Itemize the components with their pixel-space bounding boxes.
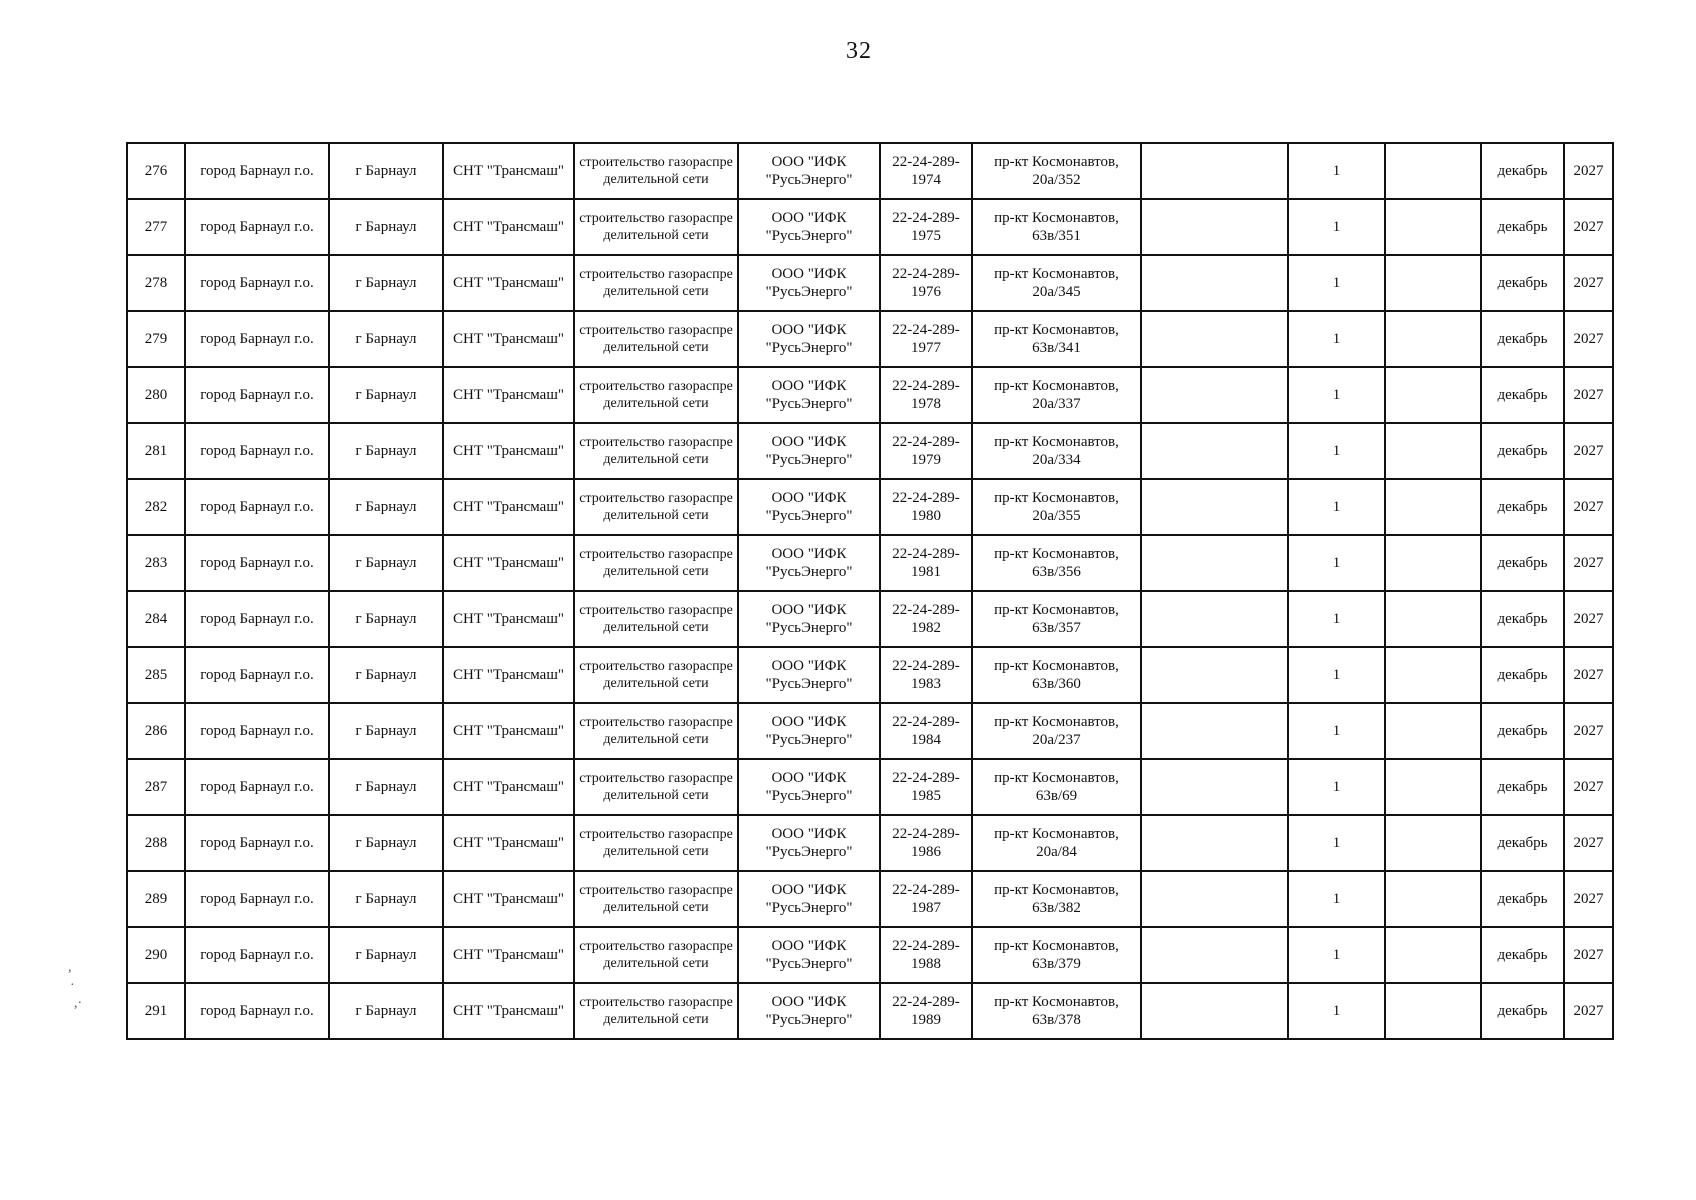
empty-cell: [1141, 647, 1288, 703]
page-number: 32: [846, 38, 872, 64]
quantity-cell: 1: [1288, 983, 1385, 1039]
empty-cell: [1385, 535, 1481, 591]
contractor-cell: ООО "ИФК "РусьЭнерго": [738, 927, 880, 983]
table-row: [127, 927, 1613, 983]
quantity-cell: 1: [1288, 479, 1385, 535]
empty-cell: [1141, 983, 1288, 1039]
row-number-cell: 284: [127, 591, 185, 647]
margin-marks: , · ,·: [68, 960, 83, 1011]
city-cell: г Барнаул: [329, 591, 443, 647]
row-number-cell: 287: [127, 759, 185, 815]
municipality-cell: город Барнаул г.о.: [185, 367, 329, 423]
contract-number-cell: 22-24-289-1975: [880, 199, 972, 255]
city-cell: г Барнаул: [329, 983, 443, 1039]
month-cell: декабрь: [1481, 479, 1564, 535]
address-cell: пр-кт Космонавтов, 63в/356: [972, 535, 1141, 591]
address-cell: пр-кт Космонавтов, 20а/355: [972, 479, 1141, 535]
municipality-cell: город Барнаул г.о.: [185, 927, 329, 983]
municipality-cell: город Барнаул г.о.: [185, 647, 329, 703]
address-cell: пр-кт Космонавтов, 63в/351: [972, 199, 1141, 255]
contract-number-cell: 22-24-289-1982: [880, 591, 972, 647]
month-cell: декабрь: [1481, 143, 1564, 199]
month-cell: декабрь: [1481, 815, 1564, 871]
year-cell: 2027: [1564, 311, 1613, 367]
empty-cell: [1141, 255, 1288, 311]
snt-cell: СНТ "Трансмаш": [443, 927, 574, 983]
snt-cell: СНТ "Трансмаш": [443, 871, 574, 927]
quantity-cell: 1: [1288, 311, 1385, 367]
contract-number-cell: 22-24-289-1979: [880, 423, 972, 479]
contract-number-cell: 22-24-289-1987: [880, 871, 972, 927]
quantity-cell: 1: [1288, 199, 1385, 255]
address-cell: пр-кт Космонавтов, 63в/69: [972, 759, 1141, 815]
contract-number-cell: 22-24-289-1985: [880, 759, 972, 815]
contractor-cell: ООО "ИФК "РусьЭнерго": [738, 815, 880, 871]
contract-number-cell: 22-24-289-1974: [880, 143, 972, 199]
empty-cell: [1385, 423, 1481, 479]
row-number-cell: 276: [127, 143, 185, 199]
empty-cell: [1141, 871, 1288, 927]
row-number-cell: 278: [127, 255, 185, 311]
row-number-cell: 290: [127, 927, 185, 983]
contractor-cell: ООО "ИФК "РусьЭнерго": [738, 703, 880, 759]
contractor-cell: ООО "ИФК "РусьЭнерго": [738, 759, 880, 815]
empty-cell: [1141, 759, 1288, 815]
work-type-cell: строительство газораспределительной сети: [574, 647, 738, 703]
quantity-cell: 1: [1288, 647, 1385, 703]
empty-cell: [1385, 815, 1481, 871]
city-cell: г Барнаул: [329, 703, 443, 759]
contract-number-cell: 22-24-289-1976: [880, 255, 972, 311]
quantity-cell: 1: [1288, 759, 1385, 815]
year-cell: 2027: [1564, 535, 1613, 591]
contract-number-cell: 22-24-289-1981: [880, 535, 972, 591]
quantity-cell: 1: [1288, 927, 1385, 983]
row-number-cell: 279: [127, 311, 185, 367]
month-cell: декабрь: [1481, 199, 1564, 255]
row-number-cell: 286: [127, 703, 185, 759]
empty-cell: [1385, 871, 1481, 927]
year-cell: 2027: [1564, 479, 1613, 535]
snt-cell: СНТ "Трансмаш": [443, 199, 574, 255]
snt-cell: СНТ "Трансмаш": [443, 255, 574, 311]
row-number-cell: 291: [127, 983, 185, 1039]
work-type-cell: строительство газораспределительной сети: [574, 423, 738, 479]
year-cell: 2027: [1564, 647, 1613, 703]
address-cell: пр-кт Космонавтов, 63в/360: [972, 647, 1141, 703]
snt-cell: СНТ "Трансмаш": [443, 815, 574, 871]
month-cell: декабрь: [1481, 871, 1564, 927]
work-type-cell: строительство газораспределительной сети: [574, 143, 738, 199]
work-type-cell: строительство газораспределительной сети: [574, 591, 738, 647]
contractor-cell: ООО "ИФК "РусьЭнерго": [738, 647, 880, 703]
month-cell: декабрь: [1481, 647, 1564, 703]
quantity-cell: 1: [1288, 815, 1385, 871]
address-cell: пр-кт Космонавтов, 63в/357: [972, 591, 1141, 647]
year-cell: 2027: [1564, 591, 1613, 647]
snt-cell: СНТ "Трансмаш": [443, 479, 574, 535]
month-cell: декабрь: [1481, 255, 1564, 311]
quantity-cell: 1: [1288, 871, 1385, 927]
contract-number-cell: 22-24-289-1989: [880, 983, 972, 1039]
empty-cell: [1385, 983, 1481, 1039]
contract-number-cell: 22-24-289-1983: [880, 647, 972, 703]
month-cell: декабрь: [1481, 983, 1564, 1039]
contractor-cell: ООО "ИФК "РусьЭнерго": [738, 367, 880, 423]
quantity-cell: 1: [1288, 255, 1385, 311]
city-cell: г Барнаул: [329, 479, 443, 535]
table-row: [127, 535, 1613, 591]
address-cell: пр-кт Космонавтов, 20а/345: [972, 255, 1141, 311]
municipality-cell: город Барнаул г.о.: [185, 871, 329, 927]
city-cell: г Барнаул: [329, 815, 443, 871]
month-cell: декабрь: [1481, 311, 1564, 367]
table-row: [127, 647, 1613, 703]
municipality-cell: город Барнаул г.о.: [185, 759, 329, 815]
month-cell: декабрь: [1481, 759, 1564, 815]
month-cell: декабрь: [1481, 591, 1564, 647]
address-cell: пр-кт Космонавтов, 20а/237: [972, 703, 1141, 759]
empty-cell: [1141, 815, 1288, 871]
snt-cell: СНТ "Трансмаш": [443, 367, 574, 423]
municipality-cell: город Барнаул г.о.: [185, 255, 329, 311]
contract-number-cell: 22-24-289-1977: [880, 311, 972, 367]
city-cell: г Барнаул: [329, 927, 443, 983]
empty-cell: [1385, 759, 1481, 815]
empty-cell: [1141, 423, 1288, 479]
city-cell: г Барнаул: [329, 759, 443, 815]
row-number-cell: 288: [127, 815, 185, 871]
work-type-cell: строительство газораспределительной сети: [574, 535, 738, 591]
address-cell: пр-кт Космонавтов, 63в/382: [972, 871, 1141, 927]
municipality-cell: город Барнаул г.о.: [185, 311, 329, 367]
municipality-cell: город Барнаул г.о.: [185, 983, 329, 1039]
empty-cell: [1385, 199, 1481, 255]
quantity-cell: 1: [1288, 591, 1385, 647]
year-cell: 2027: [1564, 423, 1613, 479]
year-cell: 2027: [1564, 871, 1613, 927]
snt-cell: СНТ "Трансмаш": [443, 423, 574, 479]
city-cell: г Барнаул: [329, 535, 443, 591]
snt-cell: СНТ "Трансмаш": [443, 703, 574, 759]
contractor-cell: ООО "ИФК "РусьЭнерго": [738, 983, 880, 1039]
row-number-cell: 282: [127, 479, 185, 535]
contractor-cell: ООО "ИФК "РусьЭнерго": [738, 423, 880, 479]
city-cell: г Барнаул: [329, 647, 443, 703]
gasification-table: [126, 142, 1614, 1040]
year-cell: 2027: [1564, 983, 1613, 1039]
snt-cell: СНТ "Трансмаш": [443, 759, 574, 815]
table-row: [127, 311, 1613, 367]
contract-number-cell: 22-24-289-1980: [880, 479, 972, 535]
contractor-cell: ООО "ИФК "РусьЭнерго": [738, 591, 880, 647]
table-row: [127, 703, 1613, 759]
city-cell: г Барнаул: [329, 367, 443, 423]
municipality-cell: город Барнаул г.о.: [185, 703, 329, 759]
city-cell: г Барнаул: [329, 143, 443, 199]
table-row: [127, 479, 1613, 535]
contractor-cell: ООО "ИФК "РусьЭнерго": [738, 311, 880, 367]
empty-cell: [1385, 255, 1481, 311]
contract-number-cell: 22-24-289-1986: [880, 815, 972, 871]
snt-cell: СНТ "Трансмаш": [443, 983, 574, 1039]
table-row: [127, 983, 1613, 1039]
quantity-cell: 1: [1288, 367, 1385, 423]
municipality-cell: город Барнаул г.о.: [185, 479, 329, 535]
empty-cell: [1385, 143, 1481, 199]
table-row: [127, 815, 1613, 871]
table-row: [127, 759, 1613, 815]
empty-cell: [1141, 199, 1288, 255]
month-cell: декабрь: [1481, 423, 1564, 479]
year-cell: 2027: [1564, 759, 1613, 815]
work-type-cell: строительство газораспределительной сети: [574, 815, 738, 871]
table-row: [127, 199, 1613, 255]
table-body: [127, 143, 1613, 1039]
empty-cell: [1141, 591, 1288, 647]
empty-cell: [1385, 479, 1481, 535]
contract-number-cell: 22-24-289-1984: [880, 703, 972, 759]
city-cell: г Барнаул: [329, 311, 443, 367]
address-cell: пр-кт Космонавтов, 20а/334: [972, 423, 1141, 479]
table-row: [127, 143, 1613, 199]
municipality-cell: город Барнаул г.о.: [185, 815, 329, 871]
snt-cell: СНТ "Трансмаш": [443, 535, 574, 591]
month-cell: декабрь: [1481, 703, 1564, 759]
contractor-cell: ООО "ИФК "РусьЭнерго": [738, 535, 880, 591]
month-cell: декабрь: [1481, 927, 1564, 983]
year-cell: 2027: [1564, 703, 1613, 759]
work-type-cell: строительство газораспределительной сети: [574, 199, 738, 255]
quantity-cell: 1: [1288, 423, 1385, 479]
work-type-cell: строительство газораспределительной сети: [574, 983, 738, 1039]
contractor-cell: ООО "ИФК "РусьЭнерго": [738, 255, 880, 311]
empty-cell: [1385, 647, 1481, 703]
empty-cell: [1141, 535, 1288, 591]
empty-cell: [1141, 479, 1288, 535]
row-number-cell: 289: [127, 871, 185, 927]
empty-cell: [1141, 311, 1288, 367]
empty-cell: [1385, 311, 1481, 367]
municipality-cell: город Барнаул г.о.: [185, 591, 329, 647]
address-cell: пр-кт Космонавтов, 20а/84: [972, 815, 1141, 871]
empty-cell: [1141, 367, 1288, 423]
month-cell: декабрь: [1481, 367, 1564, 423]
empty-cell: [1385, 591, 1481, 647]
table-row: [127, 423, 1613, 479]
year-cell: 2027: [1564, 199, 1613, 255]
work-type-cell: строительство газораспределительной сети: [574, 759, 738, 815]
city-cell: г Барнаул: [329, 199, 443, 255]
municipality-cell: город Барнаул г.о.: [185, 199, 329, 255]
snt-cell: СНТ "Трансмаш": [443, 311, 574, 367]
address-cell: пр-кт Космонавтов, 63в/379: [972, 927, 1141, 983]
municipality-cell: город Барнаул г.о.: [185, 535, 329, 591]
empty-cell: [1141, 143, 1288, 199]
empty-cell: [1385, 703, 1481, 759]
work-type-cell: строительство газораспределительной сети: [574, 255, 738, 311]
quantity-cell: 1: [1288, 703, 1385, 759]
address-cell: пр-кт Космонавтов, 63в/341: [972, 311, 1141, 367]
contract-number-cell: 22-24-289-1988: [880, 927, 972, 983]
snt-cell: СНТ "Трансмаш": [443, 143, 574, 199]
city-cell: г Барнаул: [329, 255, 443, 311]
empty-cell: [1385, 367, 1481, 423]
address-cell: пр-кт Космонавтов, 63в/378: [972, 983, 1141, 1039]
work-type-cell: строительство газораспределительной сети: [574, 311, 738, 367]
empty-cell: [1141, 703, 1288, 759]
city-cell: г Барнаул: [329, 423, 443, 479]
snt-cell: СНТ "Трансмаш": [443, 647, 574, 703]
quantity-cell: 1: [1288, 143, 1385, 199]
work-type-cell: строительство газораспределительной сети: [574, 871, 738, 927]
contract-number-cell: 22-24-289-1978: [880, 367, 972, 423]
municipality-cell: город Барнаул г.о.: [185, 423, 329, 479]
empty-cell: [1141, 927, 1288, 983]
row-number-cell: 285: [127, 647, 185, 703]
table-row: [127, 367, 1613, 423]
work-type-cell: строительство газораспределительной сети: [574, 703, 738, 759]
work-type-cell: строительство газораспределительной сети: [574, 367, 738, 423]
year-cell: 2027: [1564, 255, 1613, 311]
work-type-cell: строительство газораспределительной сети: [574, 927, 738, 983]
quantity-cell: 1: [1288, 535, 1385, 591]
table-row: [127, 255, 1613, 311]
row-number-cell: 281: [127, 423, 185, 479]
year-cell: 2027: [1564, 143, 1613, 199]
table-row: [127, 591, 1613, 647]
year-cell: 2027: [1564, 815, 1613, 871]
year-cell: 2027: [1564, 367, 1613, 423]
row-number-cell: 280: [127, 367, 185, 423]
snt-cell: СНТ "Трансмаш": [443, 591, 574, 647]
table-row: [127, 871, 1613, 927]
work-type-cell: строительство газораспределительной сети: [574, 479, 738, 535]
address-cell: пр-кт Космонавтов, 20а/337: [972, 367, 1141, 423]
empty-cell: [1385, 927, 1481, 983]
contractor-cell: ООО "ИФК "РусьЭнерго": [738, 479, 880, 535]
contractor-cell: ООО "ИФК "РусьЭнерго": [738, 143, 880, 199]
city-cell: г Барнаул: [329, 871, 443, 927]
municipality-cell: город Барнаул г.о.: [185, 143, 329, 199]
row-number-cell: 283: [127, 535, 185, 591]
month-cell: декабрь: [1481, 535, 1564, 591]
contractor-cell: ООО "ИФК "РусьЭнерго": [738, 871, 880, 927]
year-cell: 2027: [1564, 927, 1613, 983]
row-number-cell: 277: [127, 199, 185, 255]
address-cell: пр-кт Космонавтов, 20а/352: [972, 143, 1141, 199]
contractor-cell: ООО "ИФК "РусьЭнерго": [738, 199, 880, 255]
